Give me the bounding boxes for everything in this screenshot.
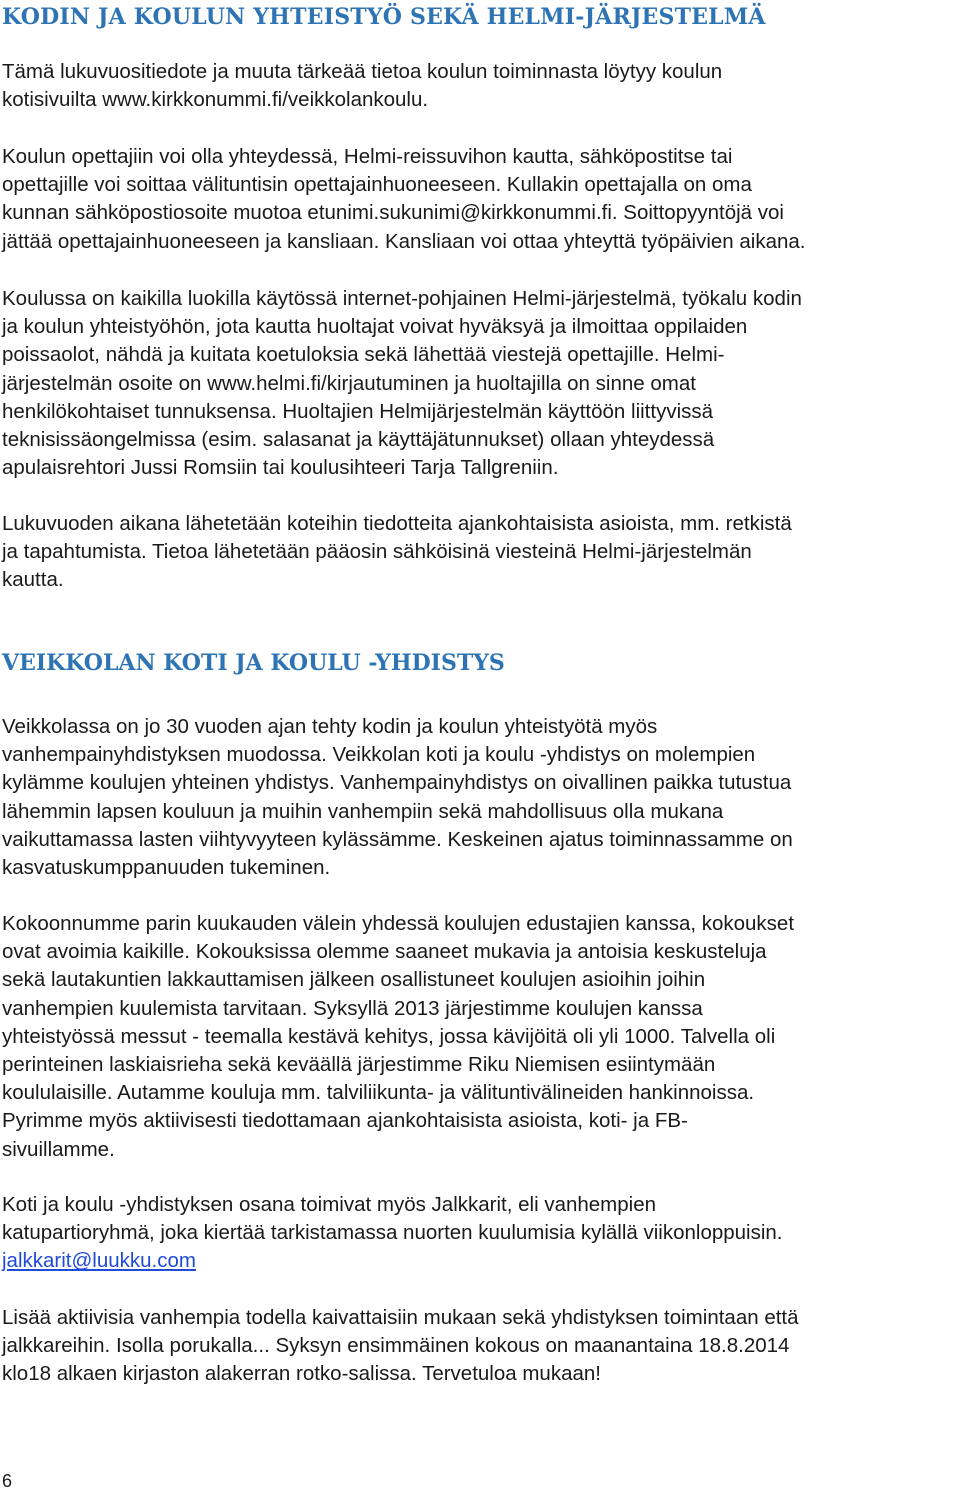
text-line: sekä lautakuntien lakkauttamisen jälkeen osallistuneet koulujen asioihin joihin xyxy=(2,968,706,992)
paragraph-bulletins xyxy=(2,510,958,595)
text-line: Koti ja koulu -yhdistyksen osana toimivat myös Jalkkarit, eli vanhempien xyxy=(2,1193,657,1216)
text-line: vaikuttamassa lasten viihtyvyyteen kylässämme. Keskeinen ajatus toiminnassamme on xyxy=(2,827,793,851)
page-number: 6 xyxy=(2,1471,13,1491)
paragraph-newsletter-info xyxy=(2,58,958,114)
text-line: Pyrimme myös aktiivisesti tiedottamaan ajankohtaisista asioista, koti- ja FB- xyxy=(2,1109,688,1133)
text-line: järjestelmän osoite on www.helmi.fi/kirjautuminen ja huoltajilla on sinne omat xyxy=(2,371,696,395)
text-line: Veikkolassa on jo 30 vuoden ajan tehty kodin ja koulun yhteistyötä myös xyxy=(2,715,658,738)
email-link-text[interactable]: jalkkarit@luukku.com xyxy=(2,1249,196,1273)
paragraph-jalkkarit xyxy=(2,1191,958,1276)
text-line: Lukuvuoden aikana lähetetään koteihin tiedotteita ajankohtaisista asioista, mm. retkistä xyxy=(2,512,792,535)
text-line: Tämä lukuvuositiedote ja muuta tärkeää tietoa koulun toiminnasta löytyy koulun xyxy=(2,60,723,83)
text-line: kunnan sähköpostiosoite muotoa etunimi.sukunimi@kirkkonummi.fi. Soittopyyntöjä voi xyxy=(2,201,784,225)
text-line: yhteistyössä messut - teemalla kestävä kehitys, jossa kävijöitä oli yli 1000. Talvella oli xyxy=(2,1024,776,1048)
paragraph-helmi-system xyxy=(2,285,958,482)
text-line: apulaisrehtori Jussi Romsiin tai koulusihteeri Tarja Tallgreniin. xyxy=(2,456,559,480)
text-line: Lisää aktiivisia vanhempia todella kaivattaisiin mukaan sekä yhdistyksen toimintaan että xyxy=(2,1306,799,1329)
text-line: ja koulun yhteistyöhön, jota kautta huoltajat voivat hyväksyä ja ilmoittaa oppilaiden xyxy=(2,315,748,339)
text-line: poissaolot, nähdä ja kuitata koetuloksia sekä lähettää viestejä opettajille. Helmi- xyxy=(2,343,725,367)
paragraph-meetings xyxy=(2,910,958,1164)
text-line: lähemmin lapsen kouluun ja muihin vanhempiin sekä mahdollisuus olla mukana xyxy=(2,799,724,823)
text-line: Koulussa on kaikilla luokilla käytössä internet-pohjainen Helmi-järjestelmä, työkalu kodin xyxy=(2,287,802,310)
text-line: teknisissäongelmissa (esim. salasanat ja käyttäjätunnukset) ollaan yhteydessä xyxy=(2,428,715,452)
text-line: katupartioryhmä, joka kiertää tarkistamassa nuorten kuulumisia kylällä viikonloppuisin. xyxy=(2,1221,783,1245)
text-line: vanhempainyhdistyksen muodossa. Veikkolan koti ja koulu -yhdistys on molempien xyxy=(2,743,756,767)
text-line: jättää opettajainhuoneeseen ja kansliaan. Kansliaan voi ottaa yhteyttä työpäivien aikana. xyxy=(2,229,806,253)
text-line: ja tapahtumista. Tietoa lähetetään pääosin sähköisinä viesteinä Helmi-järjestelmän xyxy=(2,540,752,564)
text-line: Koulun opettajiin voi olla yhteydessä, Helmi-reissuvihon kautta, sähköpostitse tai xyxy=(2,145,733,168)
text-line: perinteinen laskiaisrieha sekä keväällä järjestimme Riku Niemisen esiintymään xyxy=(2,1053,716,1077)
text-line: jalkkareihin. Isolla porukalla... Syksyn ensimmäinen kokous on maanantaina 18.8.2014 xyxy=(2,1334,790,1358)
text-line: Kokoonnumme parin kuukauden välein yhdessä koulujen edustajien kanssa, kokoukset xyxy=(2,912,795,935)
text-line: vanhempien kuulemista tarvitaan. Syksyllä 2013 järjestimme koulujen kanssa xyxy=(2,996,703,1020)
text-line: kasvatuskumppanuuden tukeminen. xyxy=(2,856,331,880)
text-line: kotisivuilta www.kirkkonummi.fi/veikkolankoulu. xyxy=(2,88,429,112)
text-line: sivuillamme. xyxy=(2,1137,115,1161)
section-heading-parent-association: VEIKKOLAN KOTI JA KOULU -YHDISTYS xyxy=(2,650,505,676)
paragraph-teacher-contact xyxy=(2,143,958,256)
paragraph-call-to-action xyxy=(2,1304,958,1389)
text-line: koululaisille. Autamme kouluja mm. talviliikunta- ja välituntivälineiden hankinnoissa. xyxy=(2,1081,755,1105)
text-line: klo18 alkaen kirjaston alakerran rotko-salissa. Tervetuloa mukaan! xyxy=(2,1362,601,1386)
text-line: ovat avoimia kaikille. Kokouksissa olemme saaneet mukavia ja antoisia keskusteluja xyxy=(2,940,767,964)
text-line: kautta. xyxy=(2,568,64,592)
text-line: kylämme koulujen yhteinen yhdistys. Vanhempainyhdistys on oivallinen paikka tutustua xyxy=(2,771,792,795)
email-link[interactable] xyxy=(2,1247,958,1275)
text-line: henkilökohtaiset tunnuksensa. Huoltajien Helmijärjestelmän käyttöön liittyvissä xyxy=(2,399,714,423)
paragraph-association-intro xyxy=(2,713,958,882)
section-heading-home-school-cooperation: KODIN JA KOULUN YHTEISTYÖ SEKÄ HELMI-JÄRJESTELMÄ xyxy=(2,4,766,30)
text-line: opettajille voi soittaa välituntisin opettajainhuoneeseen. Kullakin opettajalla on oma xyxy=(2,173,752,197)
